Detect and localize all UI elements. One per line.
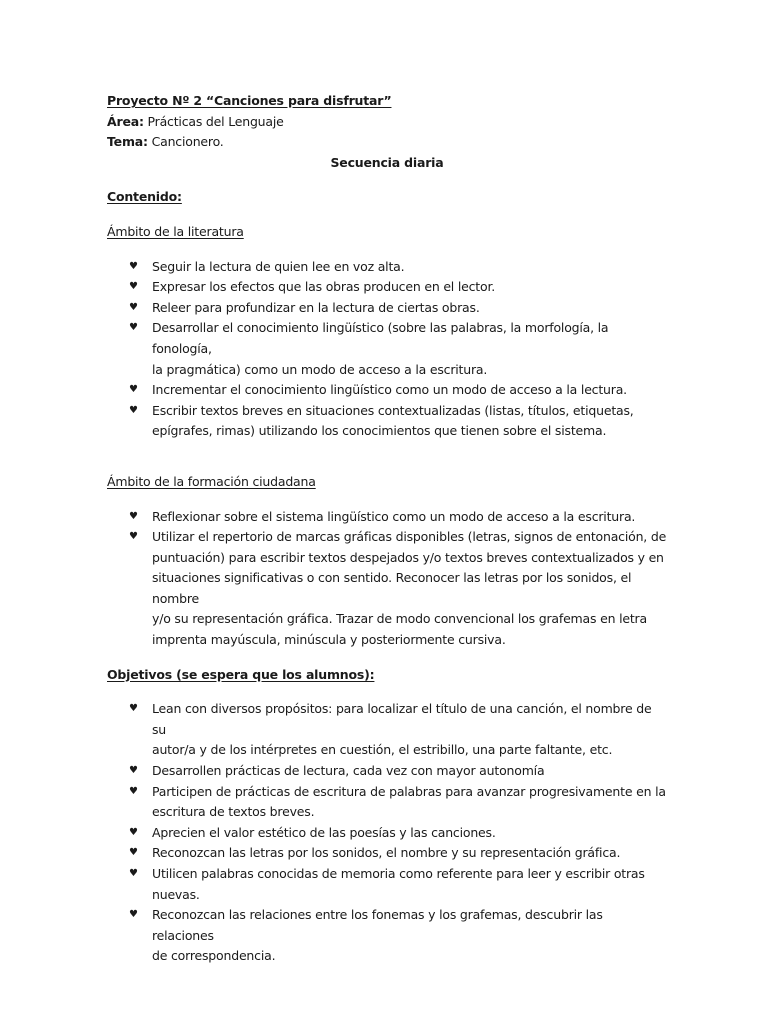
list-item — [107, 905, 667, 967]
list-item — [107, 401, 667, 442]
tema-label: Tema: — [107, 134, 148, 150]
list-item — [107, 843, 667, 864]
area-line — [107, 112, 667, 133]
list-item-text: Incrementar el conocimiento lingüístico como un modo de acceso a la lectura. — [152, 382, 627, 398]
heart-icon: ♥ — [129, 765, 138, 777]
list-item — [107, 318, 667, 380]
document-content — [107, 91, 667, 967]
list-item — [107, 823, 667, 844]
heart-icon: ♥ — [129, 260, 138, 272]
list-item-text: Lean con diversos propósitos: para localizar el título de una canción, el nombre de su autor/a y de los intérpretes en cuestión, el estribillo, una parte faltante, etc. — [152, 701, 652, 758]
heart-icon: ♥ — [129, 703, 138, 715]
heart-icon: ♥ — [129, 785, 138, 797]
list-item-text: Reflexionar sobre el sistema lingüístico como un modo de acceso a la escritura. — [152, 508, 636, 524]
list-item-text: Utilizar el repertorio de marcas gráficas disponibles (letras, signos de entonación, de puntuación) para escribir textos despejados y/o textos breves contextualizados y en situaciones significativas o con sentido. Reconocer las letras por los sonidos, el nombre y/o su representación gráfica. Trazar de modo convencional los grafemas en letra imprenta mayúscula, minúscula y posteriormente cursiva. — [152, 529, 667, 648]
heart-icon: ♥ — [129, 301, 138, 313]
list-item-text: Desarrollar el conocimiento lingüístico (sobre las palabras, la morfología, la fonología, la pragmática) como un modo de acceso a la escritura. — [152, 320, 609, 377]
list-item — [107, 507, 667, 528]
list-item — [107, 761, 667, 782]
tema-line — [107, 132, 667, 153]
list-item-text: Reconozcan las letras por los sonidos, el nombre y su representación gráfica. — [152, 845, 621, 861]
objetivos-title: Objetivos (se espera que los alumnos): — [107, 666, 375, 682]
spacer — [107, 243, 667, 257]
list-item — [107, 527, 667, 651]
list-item — [107, 277, 667, 298]
list-item-text: Utilicen palabras conocidas de memoria como referente para leer y escribir otras nuevas. — [152, 866, 645, 902]
list-item-text: Desarrollen prácticas de lectura, cada vez con mayor autonomía — [152, 763, 545, 779]
ciudadana-heading: Ámbito de la formación ciudadana — [107, 473, 316, 489]
literatura-heading: Ámbito de la literatura — [107, 223, 244, 239]
contenido-title: Contenido: — [107, 189, 182, 205]
objetivos-list — [107, 699, 667, 967]
spacer — [107, 493, 667, 507]
area-value: Prácticas del Lenguaje — [143, 113, 284, 129]
list-item-text: Escribir textos breves en situaciones contextualizadas (listas, títulos, etiquetas, epígrafes, rimas) utilizando los conocimientos que tienen sobre el sistema. — [152, 402, 634, 439]
heart-icon: ♥ — [129, 826, 138, 838]
area-label: Área: — [107, 113, 144, 129]
list-item-text: Expresar los efectos que las obras producen en el lector. — [152, 279, 496, 295]
tema-value: Cancionero. — [147, 134, 224, 150]
heart-icon: ♥ — [129, 868, 138, 879]
ciudadana-list — [107, 507, 667, 651]
spacer — [107, 208, 667, 222]
list-item — [107, 864, 667, 905]
list-item — [107, 380, 667, 401]
literatura-list — [107, 257, 667, 442]
heart-icon: ♥ — [129, 510, 138, 522]
list-item-text: Participen de prácticas de escritura de palabras para avanzar progresivamente en la escritura de textos breves. — [152, 783, 666, 820]
heart-icon: ♥ — [129, 847, 138, 859]
project-title: Proyecto Nº 2 “Canciones para disfrutar” — [107, 93, 392, 108]
list-item-text: Reconozcan las relaciones entre los fonemas y los grafemas, descubrir las relaciones de correspondencia. — [152, 907, 603, 964]
heart-icon: ♥ — [129, 404, 138, 416]
list-item — [107, 699, 667, 761]
list-item — [107, 257, 667, 278]
list-item-text: Releer para profundizar en la lectura de ciertas obras. — [152, 299, 480, 315]
list-item-text: Seguir la lectura de quien lee en voz alta. — [152, 258, 405, 274]
heart-icon: ♥ — [129, 322, 138, 334]
heart-icon: ♥ — [129, 281, 138, 293]
heart-icon: ♥ — [129, 384, 138, 396]
list-item — [107, 782, 667, 823]
spacer — [107, 651, 667, 665]
list-item-text: Aprecien el valor estético de las poesías y las canciones. — [152, 824, 496, 840]
heart-icon: ♥ — [129, 909, 138, 921]
spacer — [107, 685, 667, 699]
spacer — [107, 442, 667, 472]
heart-icon: ♥ — [129, 531, 138, 543]
list-item — [107, 298, 667, 319]
spacer — [107, 173, 667, 187]
sequence-title: Secuencia diaria — [330, 154, 444, 170]
